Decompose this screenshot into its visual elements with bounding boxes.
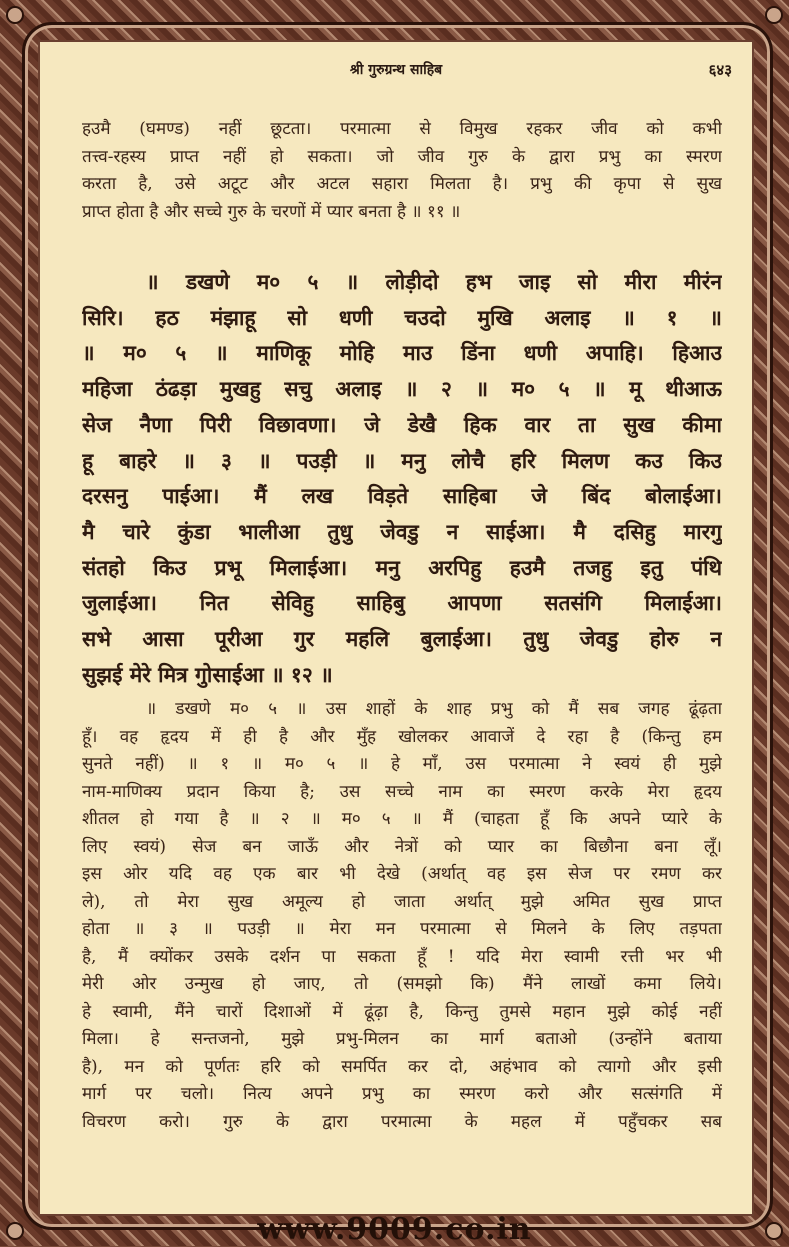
text-line: है, मैं क्योंकर उसके दर्शन पा सकता हूँ ! यदि मेरा स्वामी रत्ती भर भी [82,944,722,972]
verse-line: ॥ म० ५ ॥ माणिकू मोहि माउ डिंना धणी अपाहि। हिआउ [82,335,722,371]
corner-ornament-icon [765,6,783,24]
page-number: ६४३ [709,60,732,80]
verse-line: सेज नैणा पिरी विछावणा। जे डेखै हिक वार ता सुख कीमा [82,407,722,443]
text-line: इस ओर यदि वह एक बार भी देखे (अर्थात् वह इस सेज पर रमण कर [82,861,722,889]
page-header [40,60,752,84]
text-line: शीतल हो गया है ॥ २ ॥ म० ५ ॥ मैं (चाहता हूँ कि अपने प्यारे के [82,806,722,834]
text-line: मेरी ओर उन्मुख हो जाए, तो (समझो कि) मैंने लाखों कमा लिये। [82,971,722,999]
text-line: सुनते नहीं) ॥ १ ॥ म० ५ ॥ हे माँ, उस परमात्मा ने स्वयं ही मुझे [82,751,722,779]
text-line: विचरण करो। गुरु के द्वारा परमात्मा के महल में पहुँचकर सब [82,1109,722,1137]
verse-line: सिरि। हठ मंझाहू सो धणी चउदो मुखि अलाइ ॥ १ ॥ [82,300,722,336]
text-line: ॥ डखणे म० ५ ॥ उस शाहों के शाह प्रभु को मैं सब जगह ढूंढ़ता [82,696,722,724]
verse-line: सभे आसा पूरीआ गुर महलि बुलाईआ। तुधु जेवडु होरु न [82,621,722,657]
page-title: श्री गुरुग्रन्थ साहिब [40,60,752,79]
intro-paragraph [82,116,722,226]
scripture-page [38,40,754,1216]
verse-block [82,264,722,692]
website-footer[interactable]: www.9009.co.in [0,1212,789,1247]
verse-line: हू बाहरे ॥ ३ ॥ पउड़ी ॥ मनु लोचै हरि मिलण कउ किउ [82,443,722,479]
text-line: तत्त्व-रहस्य प्राप्त नहीं हो सकता। जो जीव गुरु के द्वारा प्रभु का स्मरण [82,144,722,172]
verse-line: जुलाईआ। नित सेविहु साहिबु आपणा सतसंगि मिलाईआ। [82,585,722,621]
text-line: नाम-माणिक्य प्रदान किया है; उस सच्चे नाम का स्मरण करके मेरा हृदय [82,779,722,807]
text-line: लिए स्वयं) सेज बन जाऊँ और नेत्रों को प्यार का बिछौना बना लूँ। [82,834,722,862]
text-line: हउमै (घमण्ड) नहीं छूटता। परमात्मा से विमुख रहकर जीव को कभी [82,116,722,144]
translation-paragraph [82,696,722,1136]
text-line: ले), तो मेरा सुख अमूल्य हो जाता अर्थात् मुझे अमित सुख प्राप्त [82,889,722,917]
corner-ornament-icon [6,6,24,24]
text-line: करता है, उसे अटूट और अटल सहारा मिलता है। प्रभु की कृपा से सुख [82,171,722,199]
text-line: हे स्वामी, मैंने चारों दिशाओं में ढूंढ़ा है, किन्तु तुमसे महान मुझे कोई नहीं [82,999,722,1027]
verse-line: सुझई मेरे मित्र गुोसाईआ ॥ १२ ॥ [82,657,722,693]
text-line: मिला। हे सन्तजनो, मुझे प्रभु-मिलन का मार्ग बताओ (उन्होंने बताया [82,1026,722,1054]
text-line: होता ॥ ३ ॥ पउड़ी ॥ मेरा मन परमात्मा से मिलने के लिए तड़पता [82,916,722,944]
verse-line: संतहो किउ प्रभू मिलाईआ। मनु अरपिहु हउमै तजहु इतु पंथि [82,550,722,586]
verse-line: महिजा ठंढड़ा मुखहु सचु अलाइ ॥ २ ॥ म० ५ ॥ मू थीआऊ [82,371,722,407]
verse-line: मै चारे कुंडा भालीआ तुधु जेवडु न साईआ। मै दसिहु मारगु [82,514,722,550]
text-line: मार्ग पर चलो। नित्य अपने प्रभु का स्मरण करो और सत्संगति में [82,1081,722,1109]
verse-line: दरसनु पाईआ। मैं लख विड़ते साहिबा जे बिंद बोलाईआ। [82,478,722,514]
text-line: है), मन को पूर्णतः हरि को समर्पित कर दो, अहंभाव को त्यागो और इसी [82,1054,722,1082]
verse-line: ॥ डखणे म० ५ ॥ लोड़ीदो हभ जाइ सो मीरा मीरंन [82,264,722,300]
text-line: प्राप्त होता है और सच्चे गुरु के चरणों में प्यार बनता है ॥ ११ ॥ [82,199,722,227]
text-line: हूँ। वह हृदय में ही है और मुँह खोलकर आवाजें दे रहा है (किन्तु हम [82,724,722,752]
